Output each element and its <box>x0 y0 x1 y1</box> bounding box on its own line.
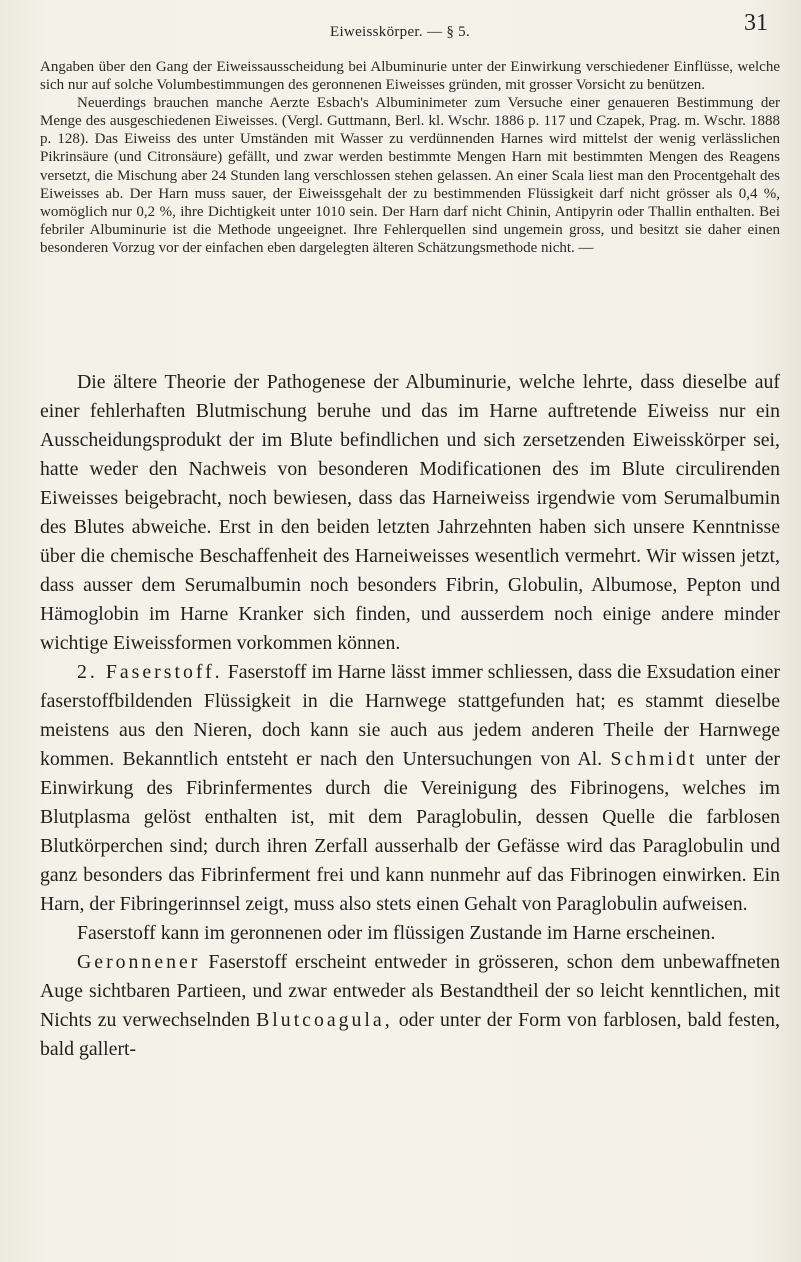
main-text <box>40 368 780 1064</box>
paragraph-faserstoff-text-b: unter der Einwirkung des Fibrinfermentes durch die Vereinigung des Fibrinogens, welches im Blutplasma gelöst enthalten ist, mit dem Paraglobulin, dessen Quelle die farblosen Blutkörperchen sind; durch ihren Zerfall ausserhalb der Gefässe wird das Paraglobulin und ganz besonders das Fibrinferment frei und kann nunmehr auf das Fibrinogen einwirken. Ein Harn, der Fibringerinnsel zeigt, muss also stets einen Gehalt von Paraglobulin aufweisen. <box>40 748 781 915</box>
paragraph-geronnener-text-a: Faserstoff erscheint entweder in grösseren, schon dem unbewaffneten Auge sichtbaren Partieen, und zwar entweder als Bestandtheil der so leicht kenntlichen, mit Nichts zu verwechselnden <box>40 951 780 1031</box>
term-geronnener: Geronnener <box>77 951 201 973</box>
small-paragraph-2: Neuerdings brauchen manche Aerzte Esbach's Albuminimeter zum Versuche einer genaueren Bestimmung der Menge des ausgeschiedenen Eiweisses. (Vergl. Guttmann, Berl. kl. Wschr. 1886 p. 117 und Czapek, Prag. m. Wschr. 1888 p. 128). Das Eiweiss des unter Umständen mit Wasser zu verdünnenden Harnes wird mittelst der wenig verlässlichen Pikrinsäure (und Citronsäure) gefällt, und zwar werden bestimmte Mengen Harn mit bestimmten Mengen des Reagens versetzt, die Mischung aber 24 Stunden lang verschlossen stehen gelassen. An einer Scala liest man den Procentgehalt des Eiweisses ab. Der Harn muss sauer, der Eiweissgehalt der zu bestimmenden Flüssigkeit darf nicht grösser als 0,4 %, womöglich nur 0,2 %, ihre Dichtigkeit unter 1010 sein. Der Harn darf nicht Chinin, Antipyrin oder Thallin enthalten. Bei febriler Albuminurie ist die Methode ungeeignet. Ihre Fehlerquellen sind ungemein gross, und besitzt sie daher einen besonderen Vorzug vor der einfachen eben dargelegten älteren Schätzungsmethode nicht. — <box>40 95 780 256</box>
page-number: 31 <box>744 10 768 36</box>
author-name-schmidt: Schmidt <box>610 748 698 770</box>
running-head <box>0 10 801 50</box>
running-title: Eiweisskörper. — § 5. <box>330 24 471 40</box>
paragraph-faserstoff-text-a: Faserstoff im Harne lässt immer schliessen, dass die Exsudation einer faserstoffbildenden Flüssigkeit in die Harnwege stattgefunden hat; es stammt dieselbe meistens aus den Nieren, doch kann sie auch aus jedem anderen Theile der Harnwege kommen. Bekanntlich entsteht er nach den Untersuchungen von Al. <box>40 661 780 770</box>
paragraph-faserstoff <box>40 658 780 919</box>
paragraph-states: Faserstoff kann im geronnenen oder im flüssigen Zustande im Harne erscheinen. <box>77 922 716 944</box>
paragraph-theory: Die ältere Theorie der Pathogenese der Albuminurie, welche lehrte, dass dieselbe auf einer fehlerhaften Blutmischung beruhe und das im Harne auftretende Eiweiss nur ein Ausscheidungsprodukt der im Blute befindlichen und sich zersetzenden Eiweisskörper sei, hatte weder den Nachweis von besonderen Modificationen des im Blute circulirenden Eiweisses beigebracht, noch bewiesen, dass das Harneiweiss irgendwie vom Serumalbumin des Blutes abweiche. Erst in den beiden letzten Jahrzehnten haben sich unsere Kenntnisse über die chemische Beschaffenheit des Harneiweisses wesentlich vermehrt. Wir wissen jetzt, dass ausser dem Serumalbumin noch besonders Fibrin, Globulin, Albumose, Pepton und Hämoglobin im Harne Kranker sich finden, und ausserdem noch einige andere minder wichtige Eiweissformen vorkommen können. <box>40 371 780 654</box>
section-heading-faserstoff: 2. Faserstoff. <box>77 661 223 683</box>
term-blutcoagula: Blutcoagula, <box>256 1009 393 1031</box>
paragraph-geronnener-text-b: oder unter der Form von farblosen, bald festen, bald gallert- <box>40 1009 780 1060</box>
small-print-notes <box>40 58 780 257</box>
small-paragraph-1: Angaben über den Gang der Eiweissausscheidung bei Albuminurie unter der Einwirkung verschiedener Einflüsse, welche sich nur auf solche Volumbestimmungen des geronnenen Eiweisses gründen, mit grosser Vorsicht zu benützen. <box>40 59 780 94</box>
paragraph-geronnener <box>40 948 780 1064</box>
